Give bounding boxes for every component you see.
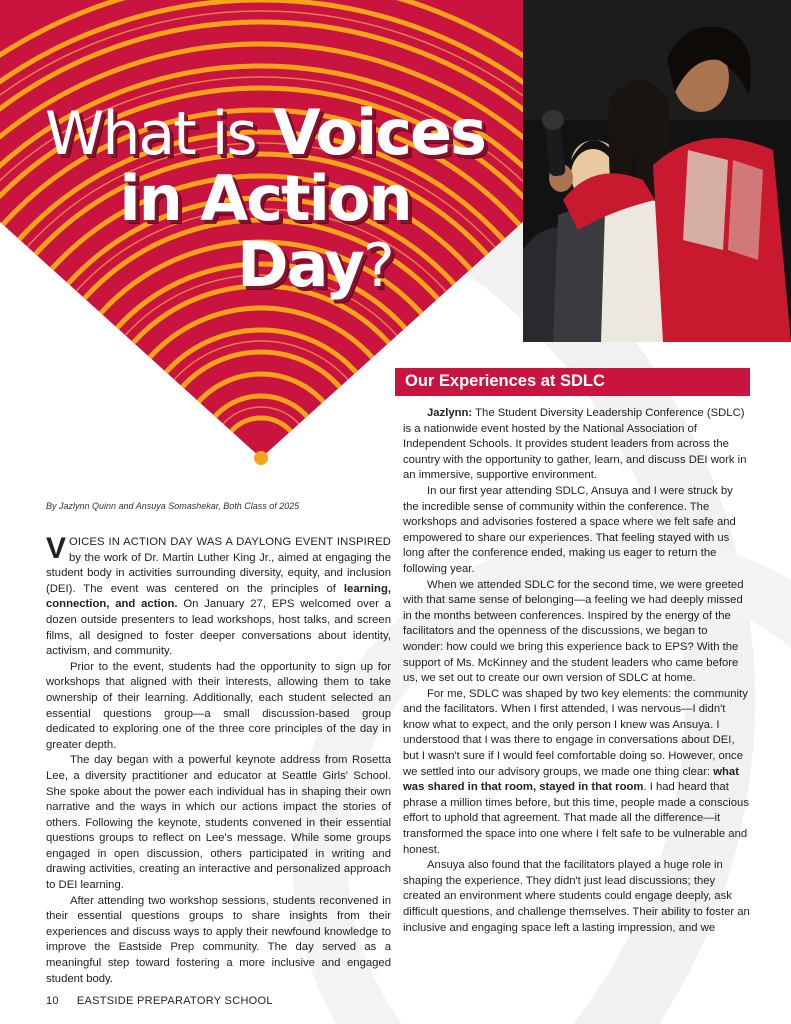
title-line-1 xyxy=(30,96,500,169)
title-line-3 xyxy=(130,228,500,301)
title-voices: Voices xyxy=(272,96,485,169)
sdlc-paragraph-1-text: The Student Diversity Leadership Conference (SDLC) is a nationwide event hosted by the National Association of Independent Schools. It provides student leaders from across the country with the opportunity to gather, learn, and discuss DEI work in an immersive, supportive environment. xyxy=(403,407,747,482)
sdlc-paragraph-1 xyxy=(403,406,750,484)
sdlc-paragraph-4-emphasis: what was shared in that room, stayed in that room xyxy=(403,765,739,794)
body-paragraph-2: Prior to the event, students had the opportunity to sign up for workshops that aligned with their interests, allowing them to take ownership of their learning. Additionally, each student selected an essential questions group—a small discussion-based group dedicated to exploring one of the three core principles of the day in greater depth. xyxy=(46,660,391,751)
speaker-label: Jazlynn: xyxy=(427,407,473,419)
drop-cap: V xyxy=(46,532,67,565)
intro-paragraph xyxy=(46,532,391,660)
right-column xyxy=(403,406,750,936)
sdlc-paragraph-3: When we attended SDLC for the second time, we were greeted with that same sense of belonging—a feeling we had deeply missed in the months between conferences. Inspired by the energy of the facilitators and the openness of the discussions, we began to wonder: how could we bring this experience back to EPS? With the support of Ms. McKinney and the student leaders who came before us, we set out to create our own version of SDLC at home. xyxy=(403,578,744,685)
sdlc-paragraph-4-end: . I had heard that phrase a million times before, but this time, people made a conscious effort to uphold that agreement. That made all the difference—it transformed the space into one where I felt safe to be vulnerable and honest. xyxy=(403,781,749,856)
page-number: 10 xyxy=(46,995,59,1007)
title-what-is: What is xyxy=(45,99,273,169)
intro-emphasis: learning, connection, and action. xyxy=(46,582,391,611)
sdlc-paragraph-4 xyxy=(403,687,750,859)
sdlc-paragraph-5: Ansuya also found that the facilitators played a huge role in shaping the experience. They didn't just lead discussions; they created an environment where students could engage deeply, ask difficult questions, and challenge themselves. Their ability to foster an inclusive and engaging space left a lasting impression, and we xyxy=(403,859,750,934)
article-title xyxy=(20,96,500,301)
page-footer xyxy=(46,995,273,1007)
photo-students-speaking xyxy=(523,0,791,342)
body-paragraph-4: After attending two workshop sessions, students reconvened in their essential questions groups to share insights from their experiences and discuss ways to apply their newfound knowledge to improve the Eastside Prep community. The day served as a meaningful step toward fostering a more inclusive and engaged student body. xyxy=(46,894,391,985)
intro-text-end: On January 27, EPS welcomed over a dozen outside presenters to lead workshops, host talks, and screen films, all designed to foster deeper conversations about identity, activism, and community. xyxy=(46,598,391,658)
byline: By Jazlynn Quinn and Ansuya Somashekar, Both Class of 2025 xyxy=(46,501,300,511)
title-question-mark: ? xyxy=(362,231,393,301)
intro-text: by the work of Dr. Martin Luther King Jr., aimed at engaging the student body in activities surrounding diversity, equity, and inclusion (DEI). The event was centered on the principles of xyxy=(46,551,391,595)
publication-name: EASTSIDE PREPARATORY SCHOOL xyxy=(76,995,273,1007)
section-heading: Our Experiences at SDLC xyxy=(405,372,605,390)
hero-point-dot xyxy=(254,451,268,465)
section-heading-bar xyxy=(395,368,750,396)
title-line-2: in Action xyxy=(119,162,411,235)
title-day: Day xyxy=(237,228,363,301)
left-column xyxy=(46,532,391,987)
sdlc-paragraph-2: In our first year attending SDLC, Ansuya and I were struck by the incredible sense of community within the conference. The workshops and advisories fostered a space where we felt safe and empowered to share our experiences. That feeling stayed with us long after the conference ended, making us eager to return the following year. xyxy=(403,484,736,575)
lead-in-caps: OICES IN ACTION DAY WAS A DAYLONG EVENT INSPIRED xyxy=(69,536,391,548)
body-paragraph-3: The day began with a powerful keynote address from Rosetta Lee, a diversity practitioner and educator at Seattle Girls' School. She spoke about the power each individual has in shaping their own narrative and the ways in which our actions impact the stories of others. Following the keynote, students convened in their essential questions groups to reflect on Lee's message. While some groups engaged in open discussion, others participated in writing and drawing activities, creating an interactive and personalized approach to DEI learning. xyxy=(46,754,391,892)
sdlc-paragraph-4-start: For me, SDLC was shaped by two key elements: the community and the facilitators. When I first attended, I was nervous—I didn't know what to expect, and the only person I knew was Ansuya. I understood that I was there to engage in conversations about DEI, but I wasn't sure if I would feel comfortable doing so. However, once we settled into our advisory groups, we made one thing clear: xyxy=(403,687,748,778)
